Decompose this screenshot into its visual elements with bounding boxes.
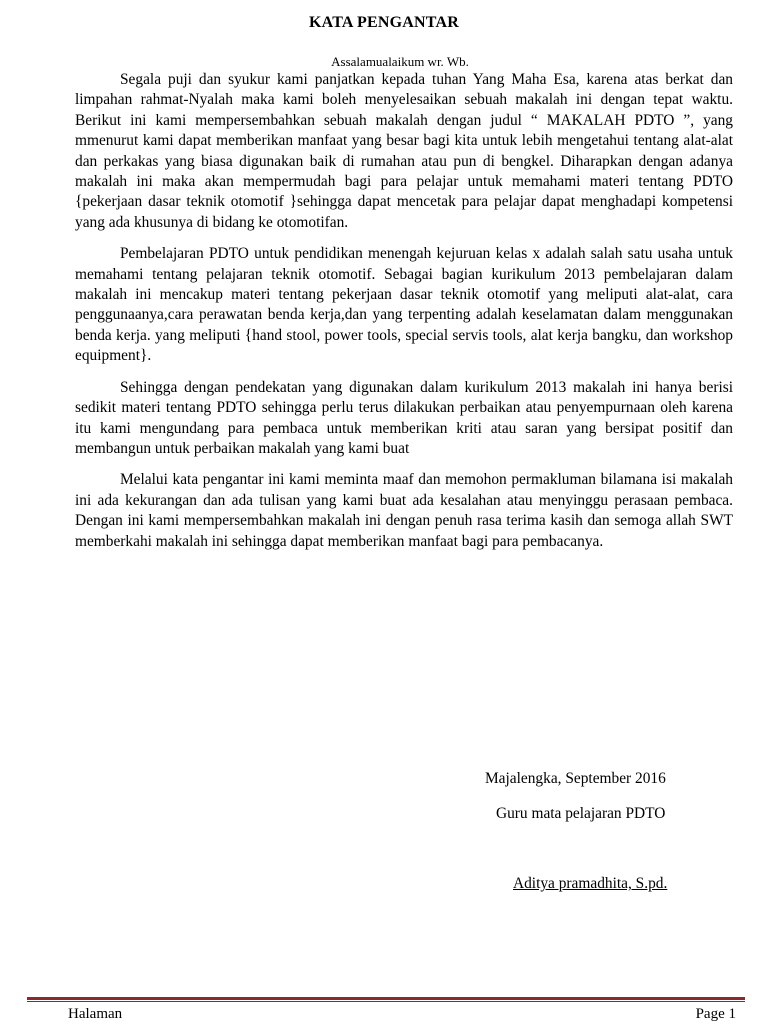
paragraph-closing: Melalui kata pengantar ini kami meminta maaf dan memohon permakluman bilamana isi makalah ini ada kekurangan dan ada tulisan yang kami buat ada kesalahan atau menyinggu perasaan pembaca. Dengan ini kami mempersembahkan makalah ini dengan penuh rasa terima kasih dan semoga allah SWT memberkahi makalah ini sehingga dapat memberikan manfaat bagi para pembacanya. — [75, 471, 733, 550]
signature-role: Guru mata pelajaran PDTO — [496, 805, 666, 822]
paragraph-intro: Segala puji dan syukur kami panjatkan kepada tuhan Yang Maha Esa, karena atas berkat dan limpahan rahmat-Nyalah maka kami boleh menyelesaikan sebuah makalah ini dengan tepat waktu. Berikut ini kami mempersembahkan sebuah makalah dengan judul “ MAKALAH PDTO ”, yang mmenurut kami dapat memberikan manfaat yang besar bagi kita untuk lebih mengetahui tentang alat-alat dan perkakas yang biasa digunakan baik di rumahan atau pun di bengkel. Diharapkan dengan adanya makalah ini maka akan mempermudah bagi para pelajar untuk memahami materi tentang PDTO {pekerjaan dasar teknik otomotif }sehingga dapat mencetak para pelajar dapat menghadapi kompetensi yang ada khusunya di bidang ke otomotifan. — [75, 71, 733, 231]
footer-rule-thin — [27, 1001, 745, 1002]
paragraph-learning: Pembelajaran PDTO untuk pendidikan menengah kejuruan kelas x adalah salah satu usaha untuk memahami tentang pelajaran teknik otomotif. Sebagai bagian kurikulum 2013 pembelajaran dalam makalah ini mencakup materi tentang pekerjaan dasar teknik otomotif yang meliputi alat-alat, cara penggunaanya,cara perawatan benda kerja,dan yang terpenting adalah keselamatan dalam menggunakan benda kerja. yang meliputi {hand stool, power tools, special servis tools, alat kerja bangku, dan workshop equipment}. — [75, 245, 733, 365]
document-body — [75, 70, 733, 563]
signature-name: Aditya pramadhita, S.pd. — [513, 875, 668, 892]
page-title: KATA PENGANTAR — [309, 14, 459, 31]
signature-place-date: Majalengka, September 2016 — [485, 770, 666, 787]
paragraph-approach: Sehingga dengan pendekatan yang digunakan dalam kurikulum 2013 makalah ini hanya berisi sedikit materi tentang PDTO sehingga perlu terus dilakukan perbaikan atau penyempurnaan oleh karena itu kami mengundang para pembaca untuk memberikan kriti atau saran yang bersipat positif dan membangun untuk perbaikan makalah yang kami buat — [75, 378, 733, 457]
footer-halaman-label: Halaman — [68, 1006, 123, 1022]
greeting: Assalamualaikum wr. Wb. — [331, 54, 469, 69]
footer-rule-thick — [27, 997, 745, 1000]
footer-page-number: Page 1 — [695, 1006, 736, 1022]
